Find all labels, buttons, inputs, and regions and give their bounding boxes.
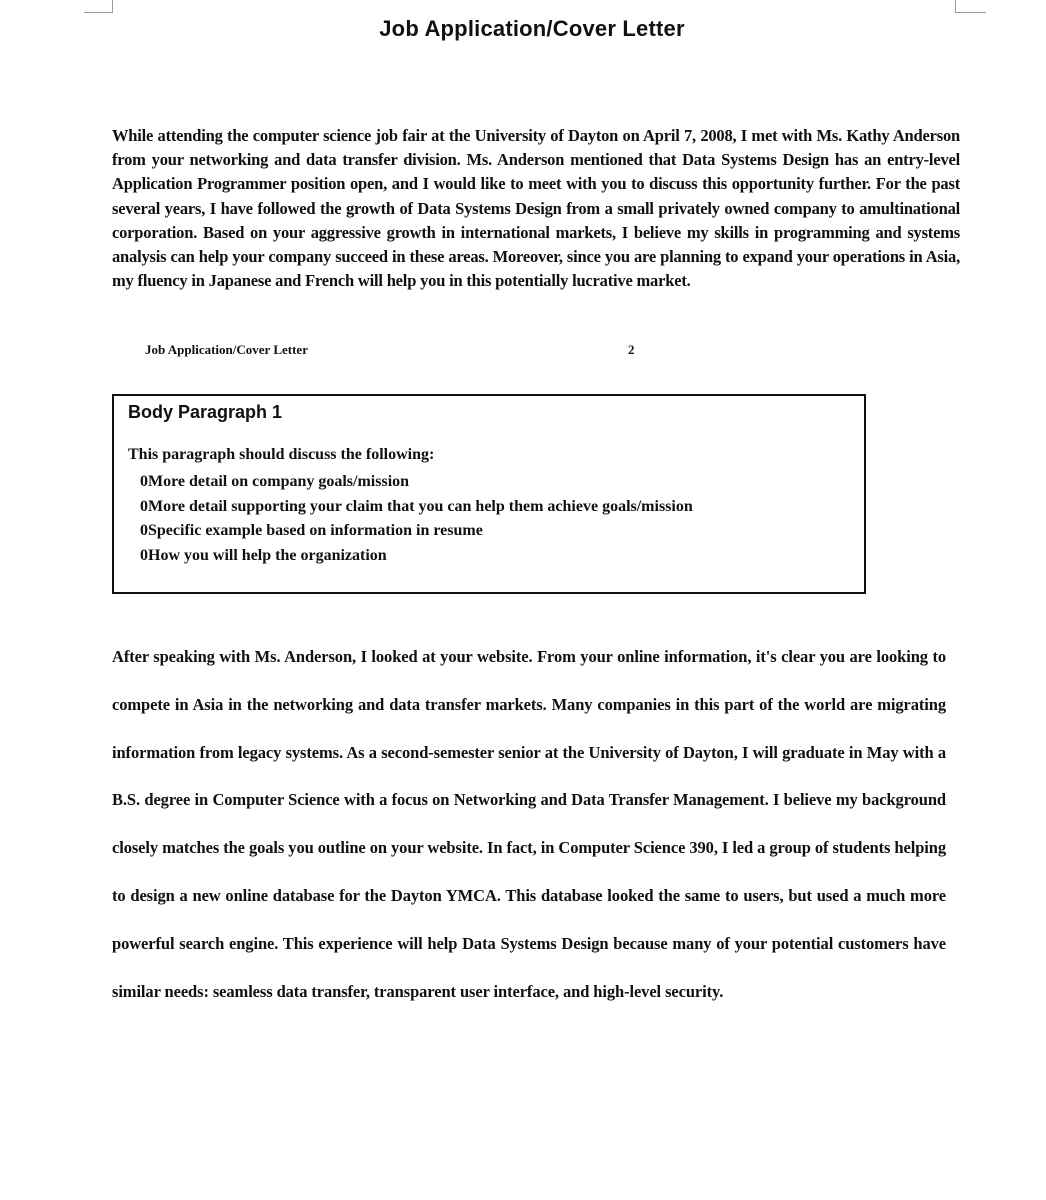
running-head	[145, 342, 645, 358]
crop-mark-left	[84, 0, 113, 13]
list-item: 0Specific example based on information in resume	[140, 522, 483, 539]
box-list	[140, 470, 693, 568]
box-intro: This paragraph should discuss the following:	[128, 446, 435, 463]
document-title: Job Application/Cover Letter	[379, 16, 685, 41]
running-head-title: Job Application/Cover Letter	[145, 342, 308, 357]
body-paragraph-guide-box	[112, 394, 866, 594]
page-number: 2	[628, 342, 635, 357]
crop-mark-right	[955, 0, 986, 13]
intro-paragraph: While attending the computer science job fair at the University of Dayton on April 7, 2008, I met with Ms. Kathy Anderson from your networking and data transfer division. Ms. Anderson mentioned that Data Systems Design has an entry-level Application Programmer position open, and I would like to meet with you to discuss this opportunity further. For the past several years, I have followed the growth of Data Systems Design from a small privately owned company to amultinational corporation. Based on your aggressive growth in international markets, I believe my skills in programming and systems analysis can help your company succeed in these areas. Moreover, since you are planning to expand your operations in Asia, my fluency in Japanese and French will help you in this potentially lucrative market.	[112, 126, 960, 291]
list-item: 0More detail supporting your claim that you can help them achieve goals/mission	[140, 497, 693, 515]
body-paragraph: After speaking with Ms. Anderson, I looked at your website. From your online information, it's clear you are looking to compete in Asia in the networking and data transfer markets. Many companies in this part of the world are migrating information from legacy systems. As a second-semester senior at the University of Dayton, I will graduate in May with a B.S. degree in Computer Science with a focus on Networking and Data Transfer Management. I believe my background closely matches the goals you outline on your website. In fact, in Computer Science 390, I led a group of students helping to design a new online database for the Dayton YMCA. This database looked the same to users, but used a much more powerful search engine. This experience will help Data Systems Design because many of your potential customers have similar needs: seamless data transfer, transparent user interface, and high-level security.	[112, 647, 946, 1001]
list-item: 0How you will help the organization	[140, 546, 387, 564]
box-heading: Body Paragraph 1	[128, 402, 283, 422]
list-item: 0More detail on company goals/mission	[140, 473, 410, 490]
